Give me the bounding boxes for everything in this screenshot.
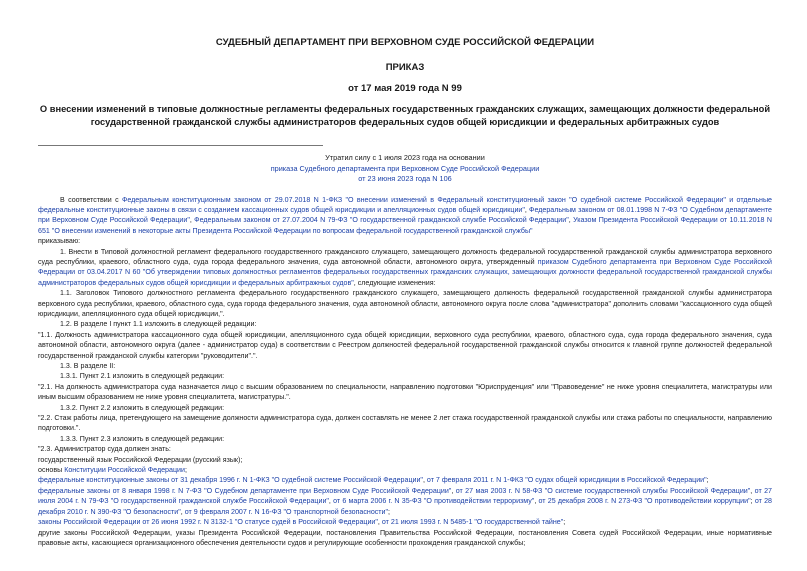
law-link[interactable]: Федеральным законом от 08.01.1998 N 7-ФЗ "О Судебном департаменте при Верховном Суде Российской Федерации"	[38, 205, 772, 225]
order-link[interactable]: приказом Судебного департамента при Верховном Суде Российской Федерации от 03.04.2017 N 60 "Об утверждении типовых должностных регламентов федеральных государственных гражданских служащих, замещающих должности федеральной государственной гражданской службы администраторов федеральных судов общей юрисдикции и федеральных арбитражных судов"	[38, 257, 772, 287]
law-link[interactable]: от 9 февраля 2007 г. N 16-ФЗ "О транспортной безопасности"	[184, 507, 389, 516]
repeal-order-date-link[interactable]: от 23 июня 2023 года N 106	[358, 174, 452, 183]
law-link[interactable]: от 25 декабря 2008 г. N 273-ФЗ "О противодействии коррупции"	[538, 497, 751, 506]
paragraph-quote-2-3: "2.3. Администратор суда должен знать:	[38, 445, 171, 454]
law-link[interactable]: федеральные законы от 8 января 1998 г. N 7-ФЗ "О Судебном департаменте при Верховном Суде Российской Федерации"	[38, 486, 452, 495]
separator-line	[38, 145, 323, 146]
document-title: О внесении изменений в типовые должностные регламенты федеральных государственных гражданских служащих, замещающих должности федеральной государственной гражданской службы администраторов федеральных судов общей юрисдикции и федеральных арбитражных судов	[39, 104, 771, 127]
paragraph-quote-1-1: "1.1. Должность администратора кассационного суда общей юрисдикции, апелляционного суда общей юрисдикции, верховного суда республики, краевого, областного суда, суда города федерального значения, суда автономной области, автономного округа (далее - администратор суда) в соответствии с Реестром должностей федеральной государственной гражданской службы относится к главной группе должностей федеральной государственной гражданской службы категории "руководители".".	[38, 330, 772, 360]
paragraph-item-1: 1. Внести в Типовой должностной регламент федерального государственного гражданского служащего, замещающего должность федеральной государственной гражданской службы администратора верховного суда республики, краевого, областного суда, суда города федерального значения, суда автономной области, автономного округа, утвержденный приказом Судебного департамента при Верховном Суде Российской Федерации от 03.04.2017 N 60 "Об утверждении типовых должностных регламентов федеральных государственных гражданских служащих, замещающих должности федеральной государственной гражданской службы администраторов федеральных судов общей юрисдикции и федеральных арбитражных судов", следующие изменения:	[38, 247, 772, 287]
status-text: Утратил силу с 1 июля 2023 года на основании	[325, 153, 485, 162]
law-link[interactable]: от 28 декабря 2010 г. N 390-ФЗ "О безопасности"	[38, 497, 772, 516]
status-note	[38, 153, 772, 185]
paragraph-item-1-3-3: 1.3.3. Пункт 2.3 изложить в следующей редакции:	[60, 434, 225, 443]
decree-link[interactable]: Указом Президента Российской Федерации от 10.11.2018 N 651 "О внесении изменений в некоторые акты Президента Российской Федерации по вопросам федеральной государственной гражданской службы"	[38, 216, 772, 235]
paragraph-preamble: В соответствии с Федеральным конституционным законом от 29.07.2018 N 1-ФКЗ "О внесении изменений в Федеральный конституционный закон "О судебной системе Российской Федерации" и отдельные федеральные конституционные законы в связи с созданием кассационных судов общей юрисдикции и апелляционных судов общей юрисдикции", Федеральным законом от 08.01.1998 N 7-ФЗ "О Судебном департаменте при Верховном Суде Российской Федерации", Федеральным законом от 27.07.2004 N 79-ФЗ "О государственной гражданской службе Российской Федерации", Указом Президента Российской Федерации от 10.11.2018 N 651 "О внесении изменений в некоторые акты Президента Российской Федерации по вопросам федеральной государственной гражданской службы"	[38, 195, 772, 235]
document-date: от 17 мая 2019 года N 99	[348, 83, 462, 94]
paragraph-item-1-1: 1.1. Заголовок Типового должностного регламента федерального государственного гражданского служащего, замещающего должность федеральной государственной гражданской службы администратора верховного суда республики, краевого, областного суда, суда города федерального значения, суда автономной области, автономного округа после слова "администратора" дополнить словами "кассационного суда общей юрисдикции, апелляционного суда общей юрисдикции,".	[38, 289, 772, 318]
paragraph-other-acts: другие законы Российской Федерации, указы Президента Российской Федерации, постановления Правительства Российской Федерации, постановления Совета судей Российской Федерации, иные нормативные правовые акты, касающиеся организационного обеспечения деятельности судов и регулирующие особенности прохождения гражданской службы;	[38, 528, 772, 547]
law-link[interactable]: Федеральным законом от 27.07.2004 N 79-ФЗ "О государственной гражданской службе Российской Федерации"	[194, 216, 569, 225]
law-link[interactable]: от 27 мая 2003 г. N 58-ФЗ "О системе государственной службы Российской Федерации"	[455, 486, 751, 495]
paragraph-quote-2-1: "2.1. На должность администратора суда назначается лицо с высшим образованием по специальности, направлению подготовки "Юриспруденция" или "Правоведение" не ниже уровня специалитета, магистратуры или иным высшим образованием не ниже уровня специалитета, магистратуры.".	[38, 382, 772, 402]
law-link[interactable]: от 7 февраля 2011 г. N 1-ФКЗ "О судах общей юрисдикции в Российской Федерации"	[426, 476, 707, 485]
law-link[interactable]: от 27 июля 2004 г. N 79-ФЗ "О государственной гражданской службе Российской Федерации"	[38, 486, 772, 506]
law-link[interactable]: федеральные конституционные законы от 31 декабря 1996 г. N 1-ФКЗ "О судебной системе Российской Федерации"	[38, 476, 423, 485]
paragraph-item-1-3-2: 1.3.2. Пункт 2.2 изложить в следующей редакции:	[60, 403, 225, 412]
law-link[interactable]: от 21 июля 1993 г. N 5485-1 "О государственной тайне"	[381, 518, 564, 527]
paragraph-item-1-2: 1.2. В разделе I пункт 1.1 изложить в следующей редакции:	[60, 320, 257, 329]
paragraph-item-1-3-1: 1.3.1. Пункт 2.1 изложить в следующей редакции:	[60, 372, 225, 381]
paragraph-item-1-3: 1.3. В разделе II:	[60, 362, 116, 370]
document-body	[38, 195, 772, 549]
paragraph-order-word: приказываю:	[38, 237, 81, 246]
paragraph-federal-laws: федеральные законы от 8 января 1998 г. N 7-ФЗ "О Судебном департаменте при Верховном Суде Российской Федерации", от 27 мая 2003 г. N 58-ФЗ "О системе государственной службы Российской Федерации", от 27 июля 2004 г. N 79-ФЗ "О государственной гражданской службе Российской Федерации", от 6 марта 2006 г. N 35-ФЗ "О противодействии терроризму", от 25 декабря 2008 г. N 273-ФЗ "О противодействии коррупции"; от 28 декабря 2010 г. N 390-ФЗ "О безопасности", от 9 февраля 2007 г. N 16-ФЗ "О транспортной безопасности";	[38, 486, 772, 516]
constitution-link[interactable]: Конституции Российской Федерации	[64, 466, 185, 475]
law-link[interactable]: Федеральным конституционным законом от 29.07.2018 N 1-ФКЗ "О внесении изменений в Федеральный конституционный закон "О судебной системе Российской Федерации" и отдельные федеральные конституционные законы в связи с созданием кассационных судов общей юрисдикции и апелляционных судов общей юрисдикции"	[38, 195, 772, 214]
document-kind: ПРИКАЗ	[385, 62, 425, 73]
law-link[interactable]: законы Российской Федерации от 26 июня 1992 г. N 3132-1 "О статусе судей в Российской Федерации"	[38, 518, 378, 527]
paragraph-quote-2-2: "2.2. Стаж работы лица, претендующего на замещение должности администратора суда, должен составлять не менее 2 лет стажа государственной гражданской службы или стажа работы по специальности, направлению подготовки.".	[38, 414, 772, 433]
law-link[interactable]: от 6 марта 2006 г. N 35-ФЗ "О противодействии терроризму"	[333, 497, 535, 506]
repeal-order-link[interactable]: приказа Судебного департамента при Верховном Суде Российской Федерации	[270, 163, 540, 173]
agency-heading: СУДЕБНЫЙ ДЕПАРТАМЕНТ ПРИ ВЕРХОВНОМ СУДЕ РОССИЙСКОЙ ФЕДЕРАЦИИ	[215, 37, 595, 48]
paragraph-rf-laws: законы Российской Федерации от 26 июня 1992 г. N 3132-1 "О статусе судей в Российской Федерации", от 21 июля 1993 г. N 5485-1 "О государственной тайне";	[38, 518, 566, 527]
paragraph-constitution: основы Конституции Российской Федерации;	[38, 466, 187, 475]
paragraph-constitutional-laws: федеральные конституционные законы от 31 декабря 1996 г. N 1-ФКЗ "О судебной системе Российской Федерации", от 7 февраля 2011 г. N 1-ФКЗ "О судах общей юрисдикции в Российской Федерации";	[38, 476, 709, 485]
paragraph-state-language: государственный язык Российской Федерации (русский язык);	[38, 455, 243, 464]
